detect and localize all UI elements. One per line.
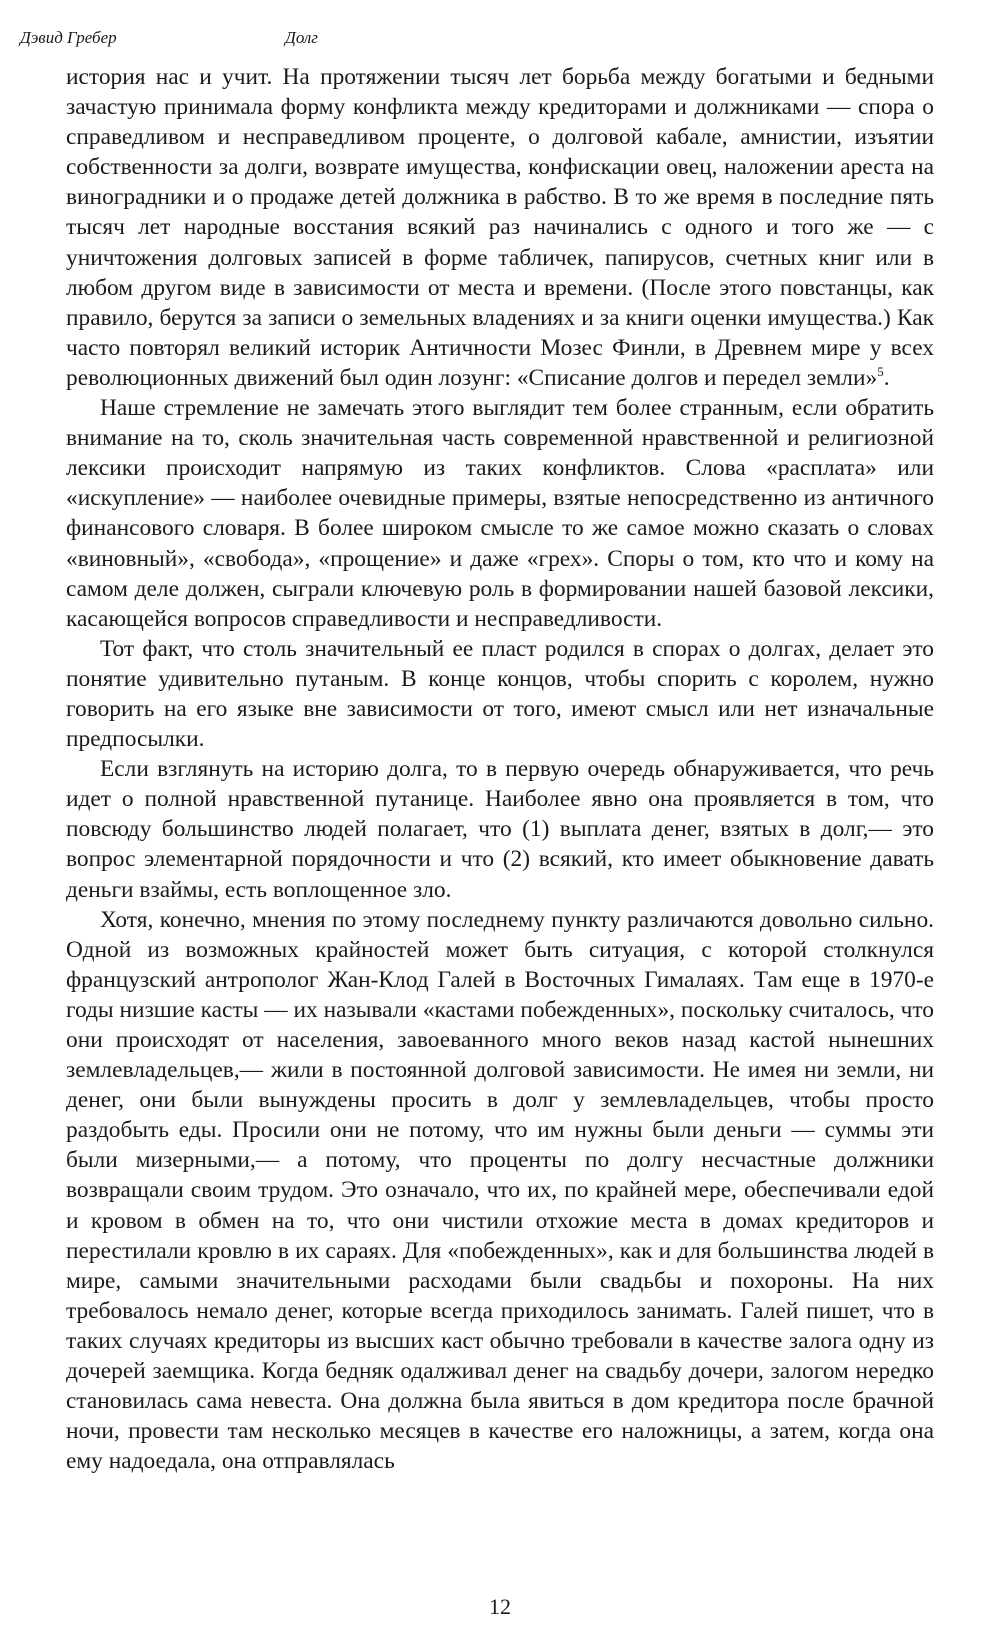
body-text <box>66 62 934 1476</box>
paragraph-3: Тот факт, что столь значительный ее пласт родился в спорах о долгах, делает это понятие удивительно путаным. В конце концов, чтобы спорить с королем, нужно говорить на его языке вне зависимости от того, имеют смысл или нет изначальные предпосылки. <box>66 635 934 753</box>
running-head <box>20 28 960 52</box>
running-head-author: Дэвид Гребер <box>20 28 117 47</box>
paragraph-1 <box>66 62 934 393</box>
paragraph-1-text: история нас и учит. На протяжении тысяч лет борьба между богатыми и бедными зачастую принимала форму конфликта между кредиторами и должниками — спора о справедливом и несправедливом проценте, о долговой кабале, амнистии, изъятии собственности за долги, возврате имущества, конфискации овец, наложении ареста на виноградники и о продаже детей должника в рабство. В то же время в последние пять тысяч лет народные восстания всякий раз начинались с одного и того же — с уничтожения долговых записей в форме табличек, папирусов, счетных книг или в любом другом виде в зависимости от места и времени. (После этого повстанцы, как правило, берутся за записи о земельных владениях и за книги оценки имущества.) Как часто повторял великий историк Античности Мозес Финли, в Древнем мире у всех революционных движений был один лозунг: «Списание долгов и передел земли» <box>66 64 934 391</box>
footnote-marker: 5 <box>877 364 884 380</box>
paragraph-2: Наше стремление не замечать этого выглядит тем более странным, если обратить внимание на то, сколь значительная часть современной нравственной и религиозной лексики происходит напрямую из таких конфликтов. Слова «расплата» или «искупление» — наиболее очевидные примеры, взятые непосредственно из античного финансового словаря. В более широком смысле то же самое можно сказать о словах «виновный», «свобода», «прощение» и даже «грех». Споры о том, кто что и кому на самом деле должен, сыграли ключевую роль в формировании нашей базовой лексики, касающейся вопросов справедливости и несправедливости. <box>66 395 934 632</box>
page-number: 12 <box>489 1594 511 1619</box>
paragraph-4: Если взглянуть на историю долга, то в первую очередь обнаруживается, что речь идет о полной нравственной путанице. Наиболее явно она проявляется в том, что повсюду большинство людей полагает, что (1) выплата денег, взятых в долг,— это вопрос элементарной порядочности и что (2) всякий, кто имеет обыкновение давать деньги взаймы, есть воплощенное зло. <box>66 756 934 903</box>
paragraph-1-tail: . <box>883 364 890 391</box>
running-head-title: Долг <box>285 28 318 47</box>
paragraph-5: Хотя, конечно, мнения по этому последнему пункту различаются довольно сильно. Одной из возможных крайностей может быть ситуация, с которой столкнулся французский антрополог Жан-Клод Галей в Восточных Гималаях. Там еще в 1970-е годы низшие касты — их называли «кастами побежденных», поскольку считалось, что они происходят от населения, завоеванного много веков назад кастой нынешних землевладельцев,— жили в постоянной долговой зависимости. Не имея ни земли, ни денег, они были вынуждены просить в долг у землевладельцев, чтобы просто раздобыть еды. Просили они не потому, что им нужны были деньги — суммы эти были мизерными,— а потому, что проценты по долгу несчастные должники возвращали своим трудом. Это означало, что их, по крайней мере, обеспечивали едой и кровом в обмен на то, что они чистили отхожие места в домах кредиторов и перестилали кровлю в их сараях. Для «побежденных», как и для большинства людей в мире, самыми значительными расходами были свадьбы и похороны. На них требовалось немало денег, которые всегда приходилось занимать. Галей пишет, что в таких случаях кредиторы из высших каст обычно требовали в качестве залога одну из дочерей заемщика. Когда бедняк одалживал денег на свадьбу дочери, залогом нередко становилась сама невеста. Она должна была явиться в дом кредитора после брачной ночи, провести там несколько месяцев в качестве его наложницы, а затем, когда она ему надоедала, она отправлялась <box>66 906 934 1475</box>
